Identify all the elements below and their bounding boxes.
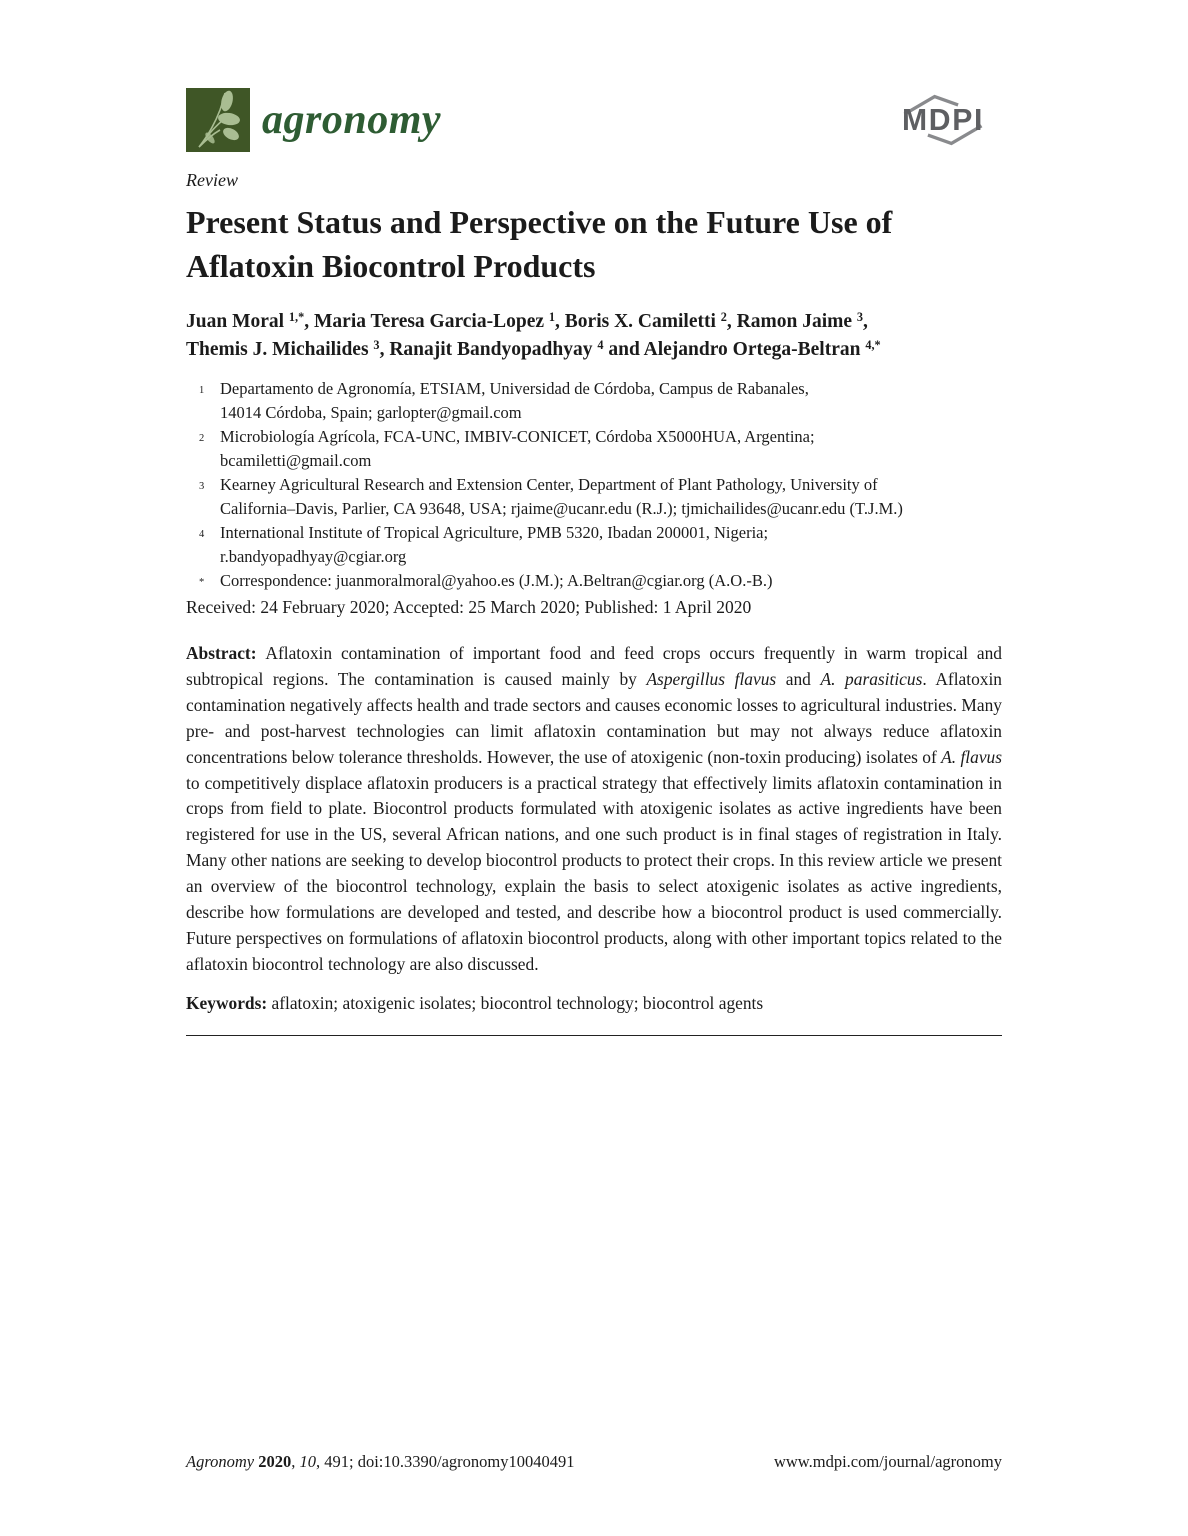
abstract-section [186, 641, 1002, 1036]
mdpi-logo-text: MDPI [901, 104, 985, 138]
affiliation-text: Correspondence: juanmoralmoral@yahoo.es (J.M.); A.Beltran@cgiar.org (A.O.-B.) [220, 571, 773, 590]
footer-citation: Agronomy 2020, 10, 491; doi:10.3390/agronomy10040491 [186, 1452, 575, 1471]
journal-logo-icon [186, 88, 250, 152]
page-footer [186, 1452, 1002, 1472]
affiliation-marker: 4 [199, 529, 205, 540]
section-divider [186, 1035, 1002, 1036]
affiliation-text: Microbiología Agrícola, FCA-UNC, IMBIV-CONICET, Córdoba X5000HUA, Argentina; bcamiletti@gmail.com [220, 427, 815, 470]
abstract-paragraph: Abstract: Aflatoxin contamination of important food and feed crops occurs frequently in warm tropical and subtropical regions. The contamination is caused mainly by Aspergillus flavus and A. parasiticus. Aflatoxin contamination negatively affects health and trade sectors and causes economic losses to agricultural industries. Many pre- and post-harvest technologies can limit aflatoxin contamination but may not always reduce aflatoxin concentrations below tolerance thresholds. However, the use of atoxigenic (non-toxin producing) isolates of A. flavus to competitively displace aflatoxin producers is a practical strategy that effectively limits aflatoxin contamination in crops from field to plate. Biocontrol products formulated with atoxigenic isolates as active ingredients have been registered for use in the US, several African nations, and one such product is in final stages of registration in Italy. Many other nations are seeking to develop biocontrol products to protect their crops. In this review article we present an overview of the biocontrol technology, explain the basis to select atoxigenic isolates as active ingredients, describe how formulations are developed and tested, and describe how a biocontrol product is used commercially. Future perspectives on formulations of aflatoxin biocontrol products, along with other important topics related to the aflatoxin biocontrol technology are also discussed. [186, 643, 1003, 974]
affiliation-marker: 2 [199, 433, 205, 444]
affiliation-marker: 1 [199, 385, 205, 396]
affiliation-list [186, 377, 1002, 595]
article-type-label: Review [186, 170, 238, 190]
affiliation-text: Departamento de Agronomía, ETSIAM, Universidad de Córdoba, Campus de Rabanales, 14014 Córdoba, Spain; garlopter@gmail.com [220, 379, 809, 422]
affiliation-item [186, 425, 1002, 473]
journal-wordmark: agronomy [262, 97, 442, 143]
affiliation-marker: 3 [199, 481, 205, 492]
affiliation-text: Kearney Agricultural Research and Extension Center, Department of Plant Pathology, University of California–Davis, Parlier, CA 93648, USA; rjaime@ucanr.edu (R.J.); tjmichailides@ucanr.edu (T.J.M.) [220, 475, 903, 518]
affiliation-item [186, 377, 1002, 425]
article-title: Present Status and Perspective on the Future Use of Aflatoxin Biocontrol Products [186, 204, 893, 284]
author-line: Juan Moral $^{1,*}$, Maria Teresa Garcia-Lopez $^1$, Boris X. Camiletti $^2$, Ramon Jaime $^3$, Themis J. Michailides $^3$, Ranajit Bandyopadhyay $^4$ and Alejandro Ortega-Beltran $^{4,*}$ [186, 310, 881, 360]
affiliation-marker: * [199, 577, 205, 588]
mdpi-logo-icon [884, 89, 1002, 151]
masthead [186, 88, 1002, 152]
affiliation-item [186, 521, 1002, 569]
affiliation-item-correspondence [186, 569, 1002, 595]
footer-journal-url: www.mdpi.com/journal/agronomy [773, 1452, 1002, 1471]
dates-line: Received: 24 February 2020; Accepted: 25 March 2020; Published: 1 April 2020 [186, 597, 752, 617]
journal-brand [186, 88, 441, 152]
keywords-line: Keywords: aflatoxin; atoxigenic isolates; biocontrol technology; biocontrol agents [186, 992, 764, 1013]
affiliation-item [186, 473, 1002, 521]
affiliation-text: International Institute of Tropical Agriculture, PMB 5320, Ibadan 200001, Nigeria; r.bandyopadhyay@cgiar.org [220, 523, 769, 566]
